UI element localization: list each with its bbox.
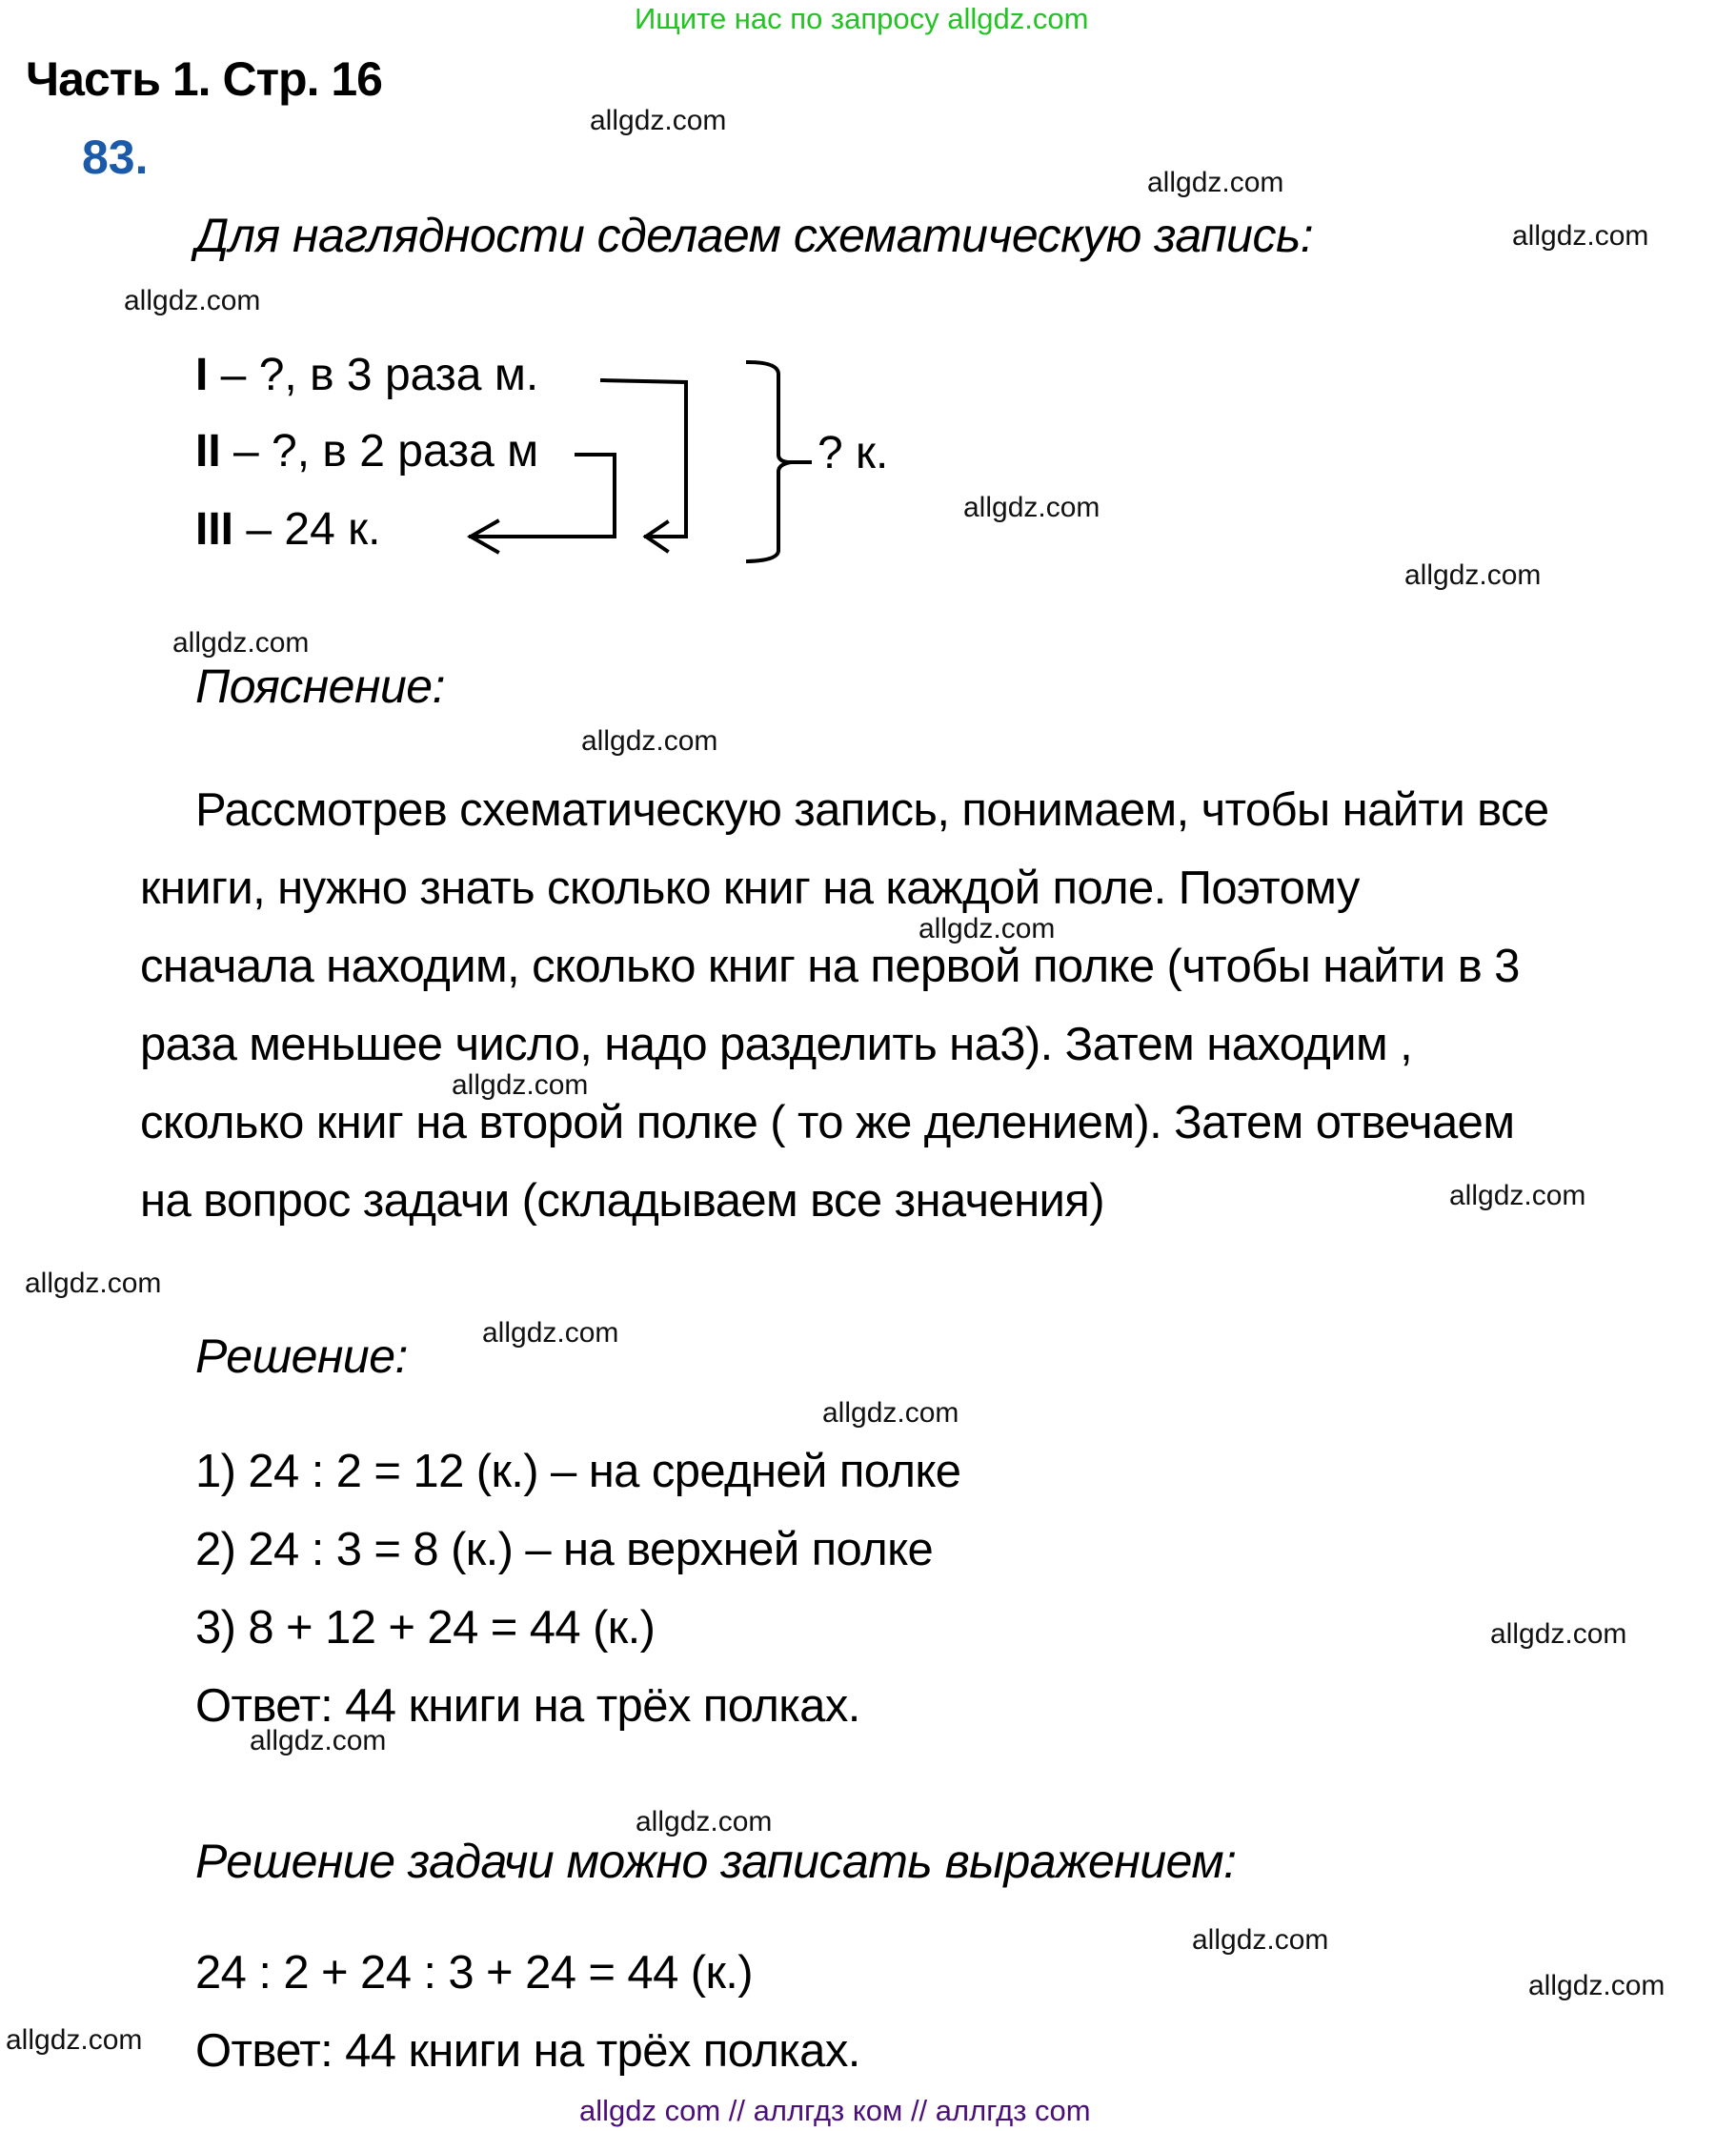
roman-numeral: II — [195, 426, 221, 477]
roman-numeral: I — [195, 350, 209, 400]
watermark: allgdz.com — [124, 285, 261, 316]
scheme-intro: Для наглядности сделаем схематическую запись: — [195, 209, 1314, 262]
scheme-row-text: – ?, в 2 раза м — [220, 426, 539, 477]
explanation-line: раза меньшее число, надо разделить на3). Затем находим , — [140, 1019, 1413, 1070]
watermark: allgdz.com — [6, 2024, 143, 2056]
watermark: allgdz.com — [1449, 1180, 1586, 1211]
watermark: allgdz.com — [1404, 559, 1542, 591]
watermark: allgdz.com — [590, 105, 727, 136]
scheme-row-text: – 24 к. — [233, 504, 381, 555]
watermark: allgdz.com — [482, 1317, 619, 1349]
task-number: 83. — [82, 131, 149, 184]
watermark: allgdz.com — [1512, 220, 1649, 252]
watermark: allgdz.com — [452, 1069, 589, 1101]
scheme-total-label: ? к. — [818, 428, 889, 478]
explanation-line: книги, нужно знать сколько книг на каждой поле. Поэтому — [140, 863, 1360, 914]
watermark: allgdz.com — [822, 1397, 959, 1429]
expression-answer: Ответ: 44 книги на трёх полках. — [195, 2025, 860, 2077]
watermark: allgdz.com — [918, 913, 1056, 944]
expression-formula: 24 : 2 + 24 : 3 + 24 = 44 (к.) — [195, 1947, 754, 1999]
scheme-row-text: – ?, в 3 раза м. — [208, 350, 539, 400]
watermark: allgdz.com — [172, 627, 310, 659]
solution-answer: Ответ: 44 книги на трёх полках. — [195, 1680, 860, 1732]
watermark: allgdz.com — [581, 725, 718, 757]
watermark: allgdz.com — [1490, 1618, 1627, 1650]
roman-numeral: III — [195, 504, 234, 555]
watermark: allgdz.com — [25, 1268, 162, 1299]
bottom-site-banner: allgdz com // аллгдз ком // аллгдз com — [579, 2094, 1091, 2127]
explanation-line: на вопрос задачи (складываем все значения) — [140, 1175, 1104, 1227]
watermark: allgdz.com — [1528, 1970, 1665, 2001]
explanation-line: Рассмотрев схематическую запись, понимаем, чтобы найти все — [195, 784, 1549, 836]
curly-brace-icon — [748, 362, 791, 561]
top-search-banner: Ищите нас по запросу allgdz.com — [635, 2, 1089, 35]
solution-step: 3) 8 + 12 + 24 = 44 (к.) — [195, 1602, 656, 1654]
solution-step: 2) 24 : 3 = 8 (к.) – на верхней полке — [195, 1524, 934, 1575]
watermark: allgdz.com — [250, 1725, 387, 1756]
watermark: allgdz.com — [1192, 1924, 1329, 1956]
watermark: allgdz.com — [963, 492, 1100, 523]
watermark: allgdz.com — [1147, 167, 1284, 198]
page-part-title: Часть 1. Стр. 16 — [26, 52, 382, 106]
explanation-line: сколько книг на второй полке ( то же делением). Затем отвечаем — [140, 1097, 1515, 1148]
watermark: allgdz.com — [636, 1806, 773, 1837]
expression-heading: Решение задачи можно записать выражением: — [195, 1835, 1237, 1888]
explanation-heading: Пояснение: — [195, 660, 445, 713]
solution-heading: Решение: — [195, 1329, 408, 1383]
solution-step: 1) 24 : 2 = 12 (к.) – на средней полке — [195, 1446, 961, 1497]
explanation-line: сначала находим, сколько книг на первой полке (чтобы найти в 3 — [140, 941, 1520, 992]
